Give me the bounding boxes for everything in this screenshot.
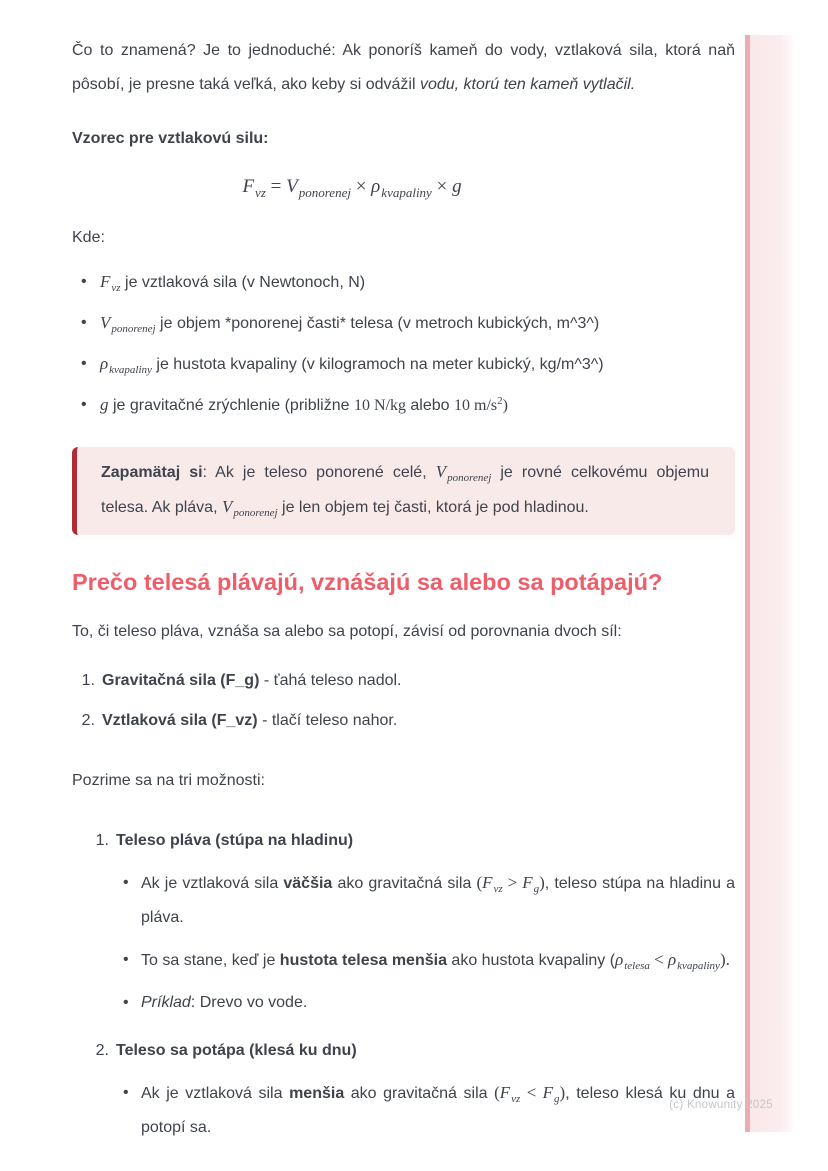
- symbol-F: F: [100, 272, 111, 291]
- force-name: Vztlaková sila (F_vz): [102, 712, 258, 729]
- open-paren: (: [476, 873, 483, 892]
- unit-ms2: 10 m/s: [454, 397, 498, 414]
- unit-nkg: 10 N/kg: [353, 397, 406, 414]
- callout-text: je rovné celkovému objemu telesa. Ak pláva,: [101, 464, 709, 516]
- force-name: Gravitačná sila (F_g): [102, 672, 260, 689]
- callout-note: [72, 447, 735, 535]
- item-number: 2.: [81, 712, 95, 729]
- example-label: Príklad: [141, 994, 191, 1011]
- bullet-text: ako gravitačná sila: [332, 875, 477, 892]
- bold-word: väčšia: [283, 875, 333, 892]
- list-item-rho: [72, 347, 735, 382]
- bullet-text: ako gravitačná sila: [344, 1085, 495, 1102]
- case2-title: [92, 1034, 735, 1068]
- item-text: je objem *ponorenej časti* telesa (v metroch kubických, m^3^): [155, 315, 600, 332]
- symbol-V-sub: ponorenej: [447, 472, 492, 484]
- case-title-text: Teleso sa potápa (klesá ku dnu): [116, 1042, 357, 1059]
- bullet-text: ako hustota kvapaliny (: [446, 952, 616, 969]
- symbol-F: F: [499, 1083, 511, 1102]
- times-sign: ×: [431, 176, 453, 197]
- symbol-rho-sub: kvapaliny: [109, 364, 152, 376]
- bullet-density: [114, 943, 735, 978]
- bold-word: menšia: [289, 1085, 345, 1102]
- item-number: 1.: [95, 832, 109, 849]
- item-text: je hustota kvapaliny (v kilogramoch na meter kubický, kg/m^3^): [151, 356, 604, 373]
- section-intro: To, či teleso pláva, vznáša sa alebo sa potopí, závisí od porovnania dvoch síl:: [72, 623, 622, 640]
- less-than-sign: <: [520, 1083, 543, 1102]
- symbol-F-sub: g: [533, 883, 540, 895]
- formula-rho-sub: kvapaliny: [381, 185, 432, 200]
- symbol-F: F: [482, 873, 493, 892]
- kde-list: [72, 265, 735, 423]
- equals-sign: =: [265, 176, 287, 197]
- force-desc: - ťahá teleso nadol.: [259, 672, 402, 689]
- item-number: 1.: [81, 672, 95, 689]
- symbol-rho: ρ: [100, 354, 109, 373]
- intro-emphasis: vodu, ktorú ten kameň vytlačil.: [419, 76, 636, 93]
- forces-list: [78, 664, 735, 738]
- symbol-V: V: [435, 462, 447, 481]
- symbol-rho: ρ: [615, 950, 624, 969]
- greater-than-sign: >: [502, 873, 523, 892]
- symbol-F-sub: vz: [511, 1093, 521, 1105]
- formula-F-sub: vz: [255, 185, 266, 200]
- exponent-2: 2: [497, 395, 503, 407]
- symbol-V: V: [221, 497, 233, 516]
- open-paren: (: [494, 1083, 500, 1102]
- case2-bullets: [114, 1076, 735, 1145]
- close-paren: ).: [719, 950, 730, 969]
- list-item-buoyancy: [78, 704, 735, 738]
- formula-V: V: [286, 176, 298, 197]
- close-paren: ): [559, 1083, 566, 1102]
- formula-F: F: [242, 176, 255, 197]
- bullet-example: [114, 986, 735, 1020]
- formula-V-sub: ponorenej: [298, 185, 351, 200]
- callout-text: : Ak je teleso ponorené celé,: [202, 464, 436, 481]
- section-heading: Prečo telesá plávajú, vznášajú sa alebo sa potápajú?: [72, 569, 663, 595]
- symbol-V: V: [100, 313, 111, 332]
- kde-label: Kde:: [72, 229, 105, 246]
- close-paren: ): [502, 397, 508, 414]
- bullet-text: To sa stane, keď je: [141, 952, 280, 969]
- bullet-text: Ak je vztlaková sila: [141, 875, 284, 892]
- symbol-F: F: [522, 873, 533, 892]
- close-paren: ): [539, 873, 545, 892]
- item-text: alebo: [405, 397, 454, 414]
- item-text: [109, 824, 353, 858]
- item-text: [95, 704, 397, 738]
- bullet-floats: [114, 866, 735, 935]
- case-title-text: Teleso pláva (stúpa na hladinu): [116, 832, 354, 849]
- document-content: [72, 34, 735, 1159]
- right-margin-bar: [745, 35, 793, 1132]
- symbol-rho-sub: telesa: [624, 960, 650, 972]
- symbol-g: g: [100, 395, 109, 414]
- list-item-g: [72, 388, 735, 423]
- symbol-F-sub: g: [554, 1093, 560, 1105]
- item-number: 2.: [95, 1042, 109, 1059]
- case1-bullets: [114, 866, 735, 1020]
- formula-heading: Vzorec pre vztlakovú silu:: [72, 130, 269, 147]
- copyright-footer: (c) Knowunity 2025: [669, 1099, 773, 1111]
- bullet-text: , teleso stúpa na hladinu a pláva.: [141, 875, 736, 926]
- item-text: [95, 664, 401, 698]
- symbol-rho: ρ: [668, 950, 677, 969]
- intro-text: Čo to znamená? Je to jednoduché: Ak ponoríš kameň do vody, vztlaková sila, ktorá naň pôsobí, je presne taká veľká, ako keby si odvážil: [72, 42, 735, 93]
- callout-lead: Zapamätaj si: [101, 464, 203, 481]
- item-text: je vztlaková sila (v Newtonoch, N): [120, 274, 366, 291]
- bullet-sinks: [114, 1076, 735, 1145]
- symbol-rho-sub: kvapaliny: [677, 960, 720, 972]
- less-than-sign: <: [649, 950, 668, 969]
- symbol-V-sub: ponorenej: [233, 507, 278, 519]
- symbol-F-sub: vz: [111, 282, 121, 294]
- times-sign: ×: [350, 176, 372, 197]
- symbol-F: F: [542, 1083, 554, 1102]
- bullet-text: Ak je vztlaková sila: [141, 1085, 290, 1102]
- formula-rho: ρ: [371, 176, 381, 197]
- symbol-V-sub: ponorenej: [111, 323, 156, 335]
- case1-title: [92, 824, 735, 858]
- pozrime-paragraph: Pozrime sa na tri možnosti:: [72, 772, 265, 789]
- symbol-F-sub: vz: [493, 883, 503, 895]
- bullet-text: : Drevo vo vode.: [190, 994, 308, 1011]
- item-text: je gravitačné zrýchlenie (približne: [108, 397, 354, 414]
- list-item-fvz: [72, 265, 735, 300]
- callout-text: je len objem tej časti, ktorá je pod hladinou.: [277, 499, 589, 516]
- intro-paragraph: [72, 34, 735, 102]
- bold-phrase: hustota telesa menšia: [279, 952, 447, 969]
- force-desc: - tlačí teleso nahor.: [257, 712, 398, 729]
- list-item-gravity: [78, 664, 735, 698]
- bullet-text: , teleso klesá ku dnu a potopí sa.: [141, 1085, 736, 1136]
- formula-g: g: [452, 176, 462, 197]
- list-item-vponorenej: [72, 306, 735, 341]
- buoyancy-formula: [72, 169, 632, 205]
- cases-list: [92, 824, 735, 1145]
- item-text: [109, 1034, 357, 1068]
